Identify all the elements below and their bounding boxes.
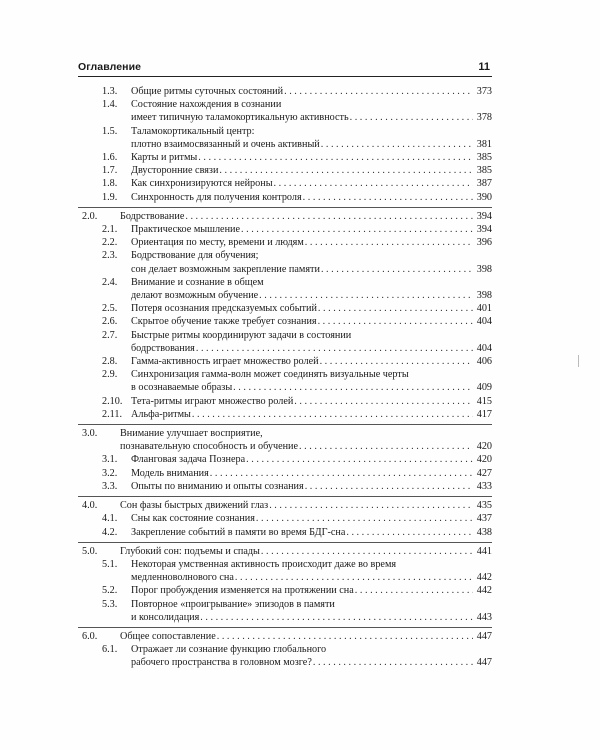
entry-page-number: 447 xyxy=(476,657,492,669)
entry-title-line: имеет типичную таламокортикальную активность xyxy=(131,112,349,124)
toc-subsection-entry[interactable] xyxy=(78,408,492,421)
toc-subsection-entry[interactable] xyxy=(78,151,492,164)
entry-number: 2.8. xyxy=(102,356,118,368)
entry-number: 2.6. xyxy=(102,316,118,328)
entry-page-number: 396 xyxy=(476,237,492,249)
entry-title-line: Порог пробуждения изменяется на протяжении сна xyxy=(131,585,354,597)
toc-subsection-entry[interactable] xyxy=(78,98,492,124)
entry-number: 4.1. xyxy=(102,513,118,525)
scan-artifact xyxy=(578,355,579,367)
entry-number: 6.0. xyxy=(82,630,98,642)
entry-number: 4.2. xyxy=(102,526,118,538)
dot-leader xyxy=(219,164,473,177)
entry-page-number: 378 xyxy=(476,112,492,124)
header-page-number: 11 xyxy=(478,61,490,73)
entry-title-line: рабочего пространства в головном мозге? xyxy=(131,657,312,669)
toc-section xyxy=(78,543,492,628)
entry-title-line: Опыты по вниманию и опыты сознания xyxy=(131,480,304,492)
entry-page-number: 381 xyxy=(476,138,492,150)
toc-subsection-entry[interactable] xyxy=(78,368,492,394)
entry-page-number: 387 xyxy=(476,178,492,190)
entry-page-number: 373 xyxy=(476,86,492,97)
entry-page-number: 417 xyxy=(476,408,492,420)
entry-page-number: 437 xyxy=(476,513,492,525)
entry-page-number: 394 xyxy=(476,224,492,236)
entry-title-line: Карты и ритмы xyxy=(131,152,198,164)
entry-page-number: 420 xyxy=(476,441,492,453)
toc-subsection-entry[interactable] xyxy=(78,558,492,584)
dot-leader xyxy=(346,526,473,539)
toc-section xyxy=(78,208,492,425)
dot-leader xyxy=(303,191,473,204)
toc-subsection-entry[interactable] xyxy=(78,177,492,190)
entry-number: 5.2. xyxy=(102,585,118,597)
dot-leader xyxy=(320,355,473,368)
toc-section xyxy=(78,497,492,543)
entry-title-line: в осознаваемые образы xyxy=(131,382,233,394)
dot-leader xyxy=(305,236,473,249)
entry-number: 2.5. xyxy=(102,303,118,315)
entry-number: 5.1. xyxy=(102,558,118,570)
entry-number: 1.6. xyxy=(102,152,118,164)
entry-number: 1.3. xyxy=(102,86,118,97)
entry-number: 1.8. xyxy=(102,178,118,190)
entry-page-number: 398 xyxy=(476,263,492,275)
entry-number: 2.9. xyxy=(102,369,118,381)
toc-section xyxy=(78,628,492,673)
entry-number: 5.0. xyxy=(82,545,98,557)
entry-title-line: и консолидация xyxy=(131,611,200,623)
entry-title-line: Фланговая задача Познера xyxy=(131,454,246,466)
dot-leader xyxy=(198,151,473,164)
entry-title-line: Бодрствование для обучения; xyxy=(131,250,259,262)
entry-title-line: Внимание улучшает восприятие, xyxy=(120,428,263,440)
entry-number: 2.1. xyxy=(102,224,118,236)
entry-title-line: Глубокий сон: подъемы и спады xyxy=(120,545,260,557)
toc-subsection-entry[interactable] xyxy=(78,395,492,408)
entry-title-line: Закрепление событий в памяти во время БДГ-сна xyxy=(131,526,346,538)
entry-number: 3.3. xyxy=(102,480,118,492)
dot-leader xyxy=(235,571,473,584)
entry-title-line: Альфа-ритмы xyxy=(131,408,191,420)
toc-subsection-entry[interactable] xyxy=(78,276,492,302)
dot-leader xyxy=(269,499,473,512)
toc-subsection-entry[interactable] xyxy=(78,329,492,355)
entry-page-number: 441 xyxy=(476,545,492,557)
entry-page-number: 447 xyxy=(476,630,492,642)
entry-page-number: 385 xyxy=(476,165,492,177)
entry-number: 1.9. xyxy=(102,191,118,203)
entry-number: 1.4. xyxy=(102,99,118,111)
toc-section xyxy=(78,83,492,208)
entry-number: 2.4. xyxy=(102,276,118,288)
dot-leader xyxy=(241,223,473,236)
dot-leader xyxy=(305,480,473,493)
entry-title-line: Общие ритмы суточных состояний xyxy=(131,86,284,97)
toc-subsection-entry[interactable] xyxy=(78,453,492,466)
entry-title-line: Синхронизация гамма-волн может соединять визуальные черты xyxy=(131,369,409,381)
entry-number: 3.2. xyxy=(102,467,118,479)
entry-number: 6.1. xyxy=(102,644,118,656)
table-of-contents xyxy=(78,83,492,673)
dot-leader xyxy=(185,210,473,223)
entry-page-number: 409 xyxy=(476,382,492,394)
dot-leader xyxy=(318,315,473,328)
entry-title-line: Таламокортикальный центр: xyxy=(131,125,255,137)
toc-subsection-entry[interactable] xyxy=(78,249,492,275)
dot-leader xyxy=(318,302,473,315)
entry-title-line: Как синхронизируются нейроны xyxy=(131,178,273,190)
entry-number: 2.3. xyxy=(102,250,118,262)
entry-page-number: 438 xyxy=(476,526,492,538)
dot-leader xyxy=(284,85,473,98)
entry-page-number: 435 xyxy=(476,500,492,512)
entry-page-number: 390 xyxy=(476,191,492,203)
entry-title-line: Внимание и сознание в общем xyxy=(131,276,264,288)
toc-subsection-entry[interactable] xyxy=(78,512,492,525)
entry-page-number: 443 xyxy=(476,611,492,623)
entry-title-line: Быстрые ритмы координируют задачи в состоянии xyxy=(131,329,352,341)
toc-subsection-entry[interactable] xyxy=(78,480,492,493)
toc-subsection-entry[interactable] xyxy=(78,125,492,151)
entry-page-number: 394 xyxy=(476,210,492,222)
entry-title-line: Некоторая умственная активность происходит даже во время xyxy=(131,558,397,570)
entry-page-number: 406 xyxy=(476,356,492,368)
toc-chapter-entry[interactable] xyxy=(78,427,492,453)
dot-leader xyxy=(233,381,473,394)
toc-subsection-entry[interactable] xyxy=(78,526,492,539)
entry-title-line: Синхронность для получения контроля xyxy=(131,191,302,203)
dot-leader xyxy=(299,440,473,453)
entry-title-line: плотно взаимосвязанный и очень активный xyxy=(131,138,320,150)
toc-subsection-entry[interactable] xyxy=(78,191,492,204)
dot-leader xyxy=(355,584,473,597)
dot-leader xyxy=(196,342,473,355)
entry-title-line: Тета-ритмы играют множество ролей xyxy=(131,395,294,407)
toc-chapter-entry[interactable] xyxy=(78,499,492,512)
entry-title-line: Сны как состояние сознания xyxy=(131,513,255,525)
entry-page-number: 442 xyxy=(476,572,492,584)
running-header xyxy=(78,58,492,77)
entry-title-line: Двусторонние связи xyxy=(131,165,219,177)
entry-title-line: Гамма-активность играет множество ролей xyxy=(131,356,319,368)
entry-title-line: Повторное «проигрывание» эпизодов в памяти xyxy=(131,598,335,610)
toc-subsection-entry[interactable] xyxy=(78,302,492,315)
entry-page-number: 420 xyxy=(476,454,492,466)
entry-title-line: медленноволнового сна xyxy=(131,572,234,584)
entry-title-line: Потеря осознания предсказуемых событий xyxy=(131,303,317,315)
entry-title-line: Отражает ли сознание функцию глобального xyxy=(131,644,327,656)
dot-leader xyxy=(321,138,473,151)
entry-title-line: делают возможным обучение xyxy=(131,290,259,302)
entry-page-number: 404 xyxy=(476,342,492,354)
toc-chapter-entry[interactable] xyxy=(78,630,492,643)
entry-page-number: 442 xyxy=(476,585,492,597)
entry-number: 5.3. xyxy=(102,598,118,610)
toc-subsection-entry[interactable] xyxy=(78,164,492,177)
toc-subsection-entry[interactable] xyxy=(78,598,492,624)
entry-page-number: 401 xyxy=(476,303,492,315)
entry-number: 2.10. xyxy=(102,395,123,407)
dot-leader xyxy=(217,630,473,643)
toc-subsection-entry[interactable] xyxy=(78,355,492,368)
entry-title-line: Скрытое обучение также требует сознания xyxy=(131,316,317,328)
entry-page-number: 427 xyxy=(476,467,492,479)
dot-leader xyxy=(294,395,473,408)
entry-page-number: 415 xyxy=(476,395,492,407)
toc-subsection-entry[interactable] xyxy=(78,223,492,236)
toc-chapter-entry[interactable] xyxy=(78,210,492,223)
dot-leader xyxy=(261,545,473,558)
entry-number: 1.7. xyxy=(102,165,118,177)
dot-leader xyxy=(200,611,473,624)
dot-leader xyxy=(256,512,473,525)
entry-title-line: Бодрствование xyxy=(120,210,185,222)
toc-chapter-entry[interactable] xyxy=(78,545,492,558)
toc-subsection-entry[interactable] xyxy=(78,85,492,98)
entry-title-line: бодрствования xyxy=(131,342,195,354)
entry-number: 3.0. xyxy=(82,428,98,440)
entry-number: 1.5. xyxy=(102,125,118,137)
entry-title-line: познавательную способность и обучение xyxy=(120,441,299,453)
dot-leader xyxy=(274,177,473,190)
dot-leader xyxy=(350,111,473,124)
entry-title-line: Сон фазы быстрых движений глаз xyxy=(120,500,269,512)
dot-leader xyxy=(313,656,473,669)
entry-title-line: Модель внимания xyxy=(131,467,209,479)
toc-subsection-entry[interactable] xyxy=(78,643,492,669)
toc-subsection-entry[interactable] xyxy=(78,467,492,480)
dot-leader xyxy=(246,453,473,466)
entry-title-line: Состояние нахождения в сознании xyxy=(131,99,282,111)
entry-page-number: 433 xyxy=(476,480,492,492)
entry-title-line: Практическое мышление xyxy=(131,224,240,236)
entry-page-number: 398 xyxy=(476,290,492,302)
dot-leader xyxy=(210,467,473,480)
entry-number: 2.7. xyxy=(102,329,118,341)
toc-subsection-entry[interactable] xyxy=(78,584,492,597)
entry-title-line: сон делает возможным закрепление памяти xyxy=(131,263,320,275)
dot-leader xyxy=(192,408,473,421)
entry-page-number: 404 xyxy=(476,316,492,328)
entry-number: 3.1. xyxy=(102,454,118,466)
entry-number: 4.0. xyxy=(82,500,98,512)
toc-subsection-entry[interactable] xyxy=(78,236,492,249)
entry-number: 2.11. xyxy=(102,408,122,420)
entry-title-line: Общее сопоставление xyxy=(120,630,216,642)
entry-title-line: Ориентация по месту, времени и людям xyxy=(131,237,304,249)
dot-leader xyxy=(321,263,473,276)
header-title: Оглавление xyxy=(78,61,142,73)
dot-leader xyxy=(259,289,473,302)
toc-section xyxy=(78,425,492,497)
entry-number: 2.0. xyxy=(82,210,98,222)
toc-subsection-entry[interactable] xyxy=(78,315,492,328)
entry-number: 2.2. xyxy=(102,237,118,249)
entry-page-number: 385 xyxy=(476,152,492,164)
